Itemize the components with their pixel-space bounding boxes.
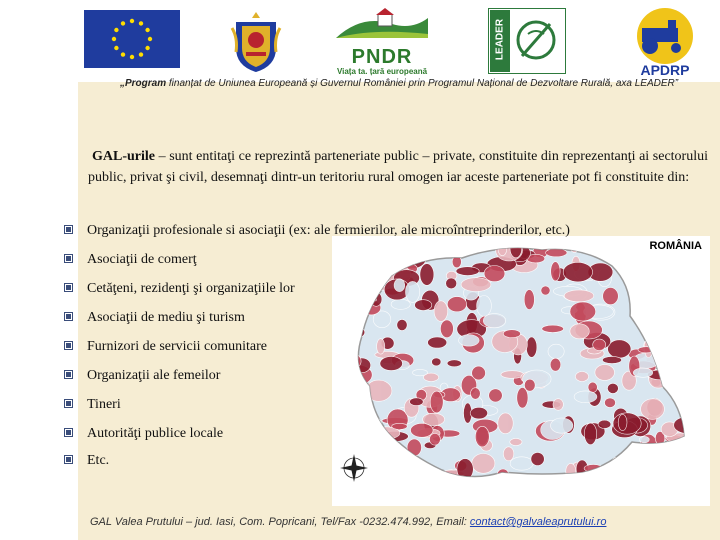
map-region [440, 320, 453, 338]
map-region [603, 288, 619, 305]
eu-flag-logo [84, 10, 180, 73]
map-region [470, 407, 487, 419]
list-item [64, 395, 121, 415]
hollow-square-bullet-icon [64, 455, 73, 464]
map-region [484, 266, 505, 282]
map-region [497, 469, 509, 482]
map-region [551, 262, 560, 281]
map-region [510, 457, 533, 470]
map-region [432, 358, 441, 366]
map-region [391, 299, 410, 309]
map-region [628, 450, 654, 468]
map-region [602, 356, 621, 363]
map-region [598, 420, 611, 428]
list-item [64, 337, 267, 357]
map-region [447, 360, 461, 367]
map-region [447, 297, 466, 312]
map-region [675, 341, 704, 356]
list-item [64, 308, 245, 328]
map-region [429, 434, 440, 446]
eu-star-icon [139, 52, 143, 56]
map-region [503, 447, 513, 461]
list-item [64, 279, 295, 299]
map-region [551, 418, 573, 433]
map-region [397, 470, 407, 489]
hollow-square-bullet-icon [64, 225, 73, 234]
intro-term: GAL-urile [92, 149, 155, 164]
map-title: ROMÂNIA [649, 240, 702, 252]
map-region [350, 247, 380, 261]
map-region [392, 423, 408, 429]
map-region [523, 476, 537, 484]
map-region [472, 366, 486, 380]
map-region [586, 245, 599, 253]
map-region [377, 339, 385, 354]
map-region [607, 383, 618, 393]
map-region [660, 360, 681, 378]
pndr-logo-text: PNDR [351, 46, 413, 68]
pndr-tagline: Viața ta. țară europeană [336, 67, 428, 76]
map-region [524, 379, 535, 391]
map-region [550, 358, 561, 371]
map-region [397, 243, 419, 250]
map-region [668, 459, 695, 477]
list-item-label: Etc. [87, 453, 110, 468]
hollow-square-bullet-icon [64, 341, 73, 350]
map-region [635, 307, 643, 318]
map-region [548, 344, 564, 359]
map-region [348, 248, 377, 258]
map-region [498, 243, 507, 256]
map-region [349, 297, 377, 303]
list-item [64, 451, 109, 471]
intro-paragraph [88, 146, 708, 188]
map-region [546, 249, 567, 257]
map-region [675, 348, 702, 363]
map-region [630, 280, 642, 298]
map-region [622, 269, 637, 276]
map-region [542, 325, 564, 332]
map-region [366, 380, 392, 401]
map-region [608, 340, 631, 358]
map-region [456, 267, 479, 276]
map-region [349, 270, 364, 284]
map-region [683, 396, 694, 413]
map-region [674, 417, 702, 434]
romania-map [332, 236, 710, 506]
map-region [434, 301, 448, 322]
map-region [582, 471, 603, 482]
romania-map-graphic [332, 236, 710, 506]
map-region [380, 357, 403, 371]
program-caption [120, 78, 680, 90]
map-region [531, 452, 544, 465]
map-region [517, 388, 528, 409]
map-region [566, 463, 576, 479]
map-region [605, 472, 627, 486]
map-region [574, 391, 597, 403]
map-region [614, 477, 625, 491]
map-region [526, 337, 537, 357]
list-item-label: Asociaţii de comerţ [87, 252, 197, 267]
map-region [358, 425, 377, 435]
map-region [639, 436, 649, 442]
map-region [609, 244, 634, 257]
eu-star-icon [121, 52, 125, 56]
map-region [645, 276, 653, 295]
map-region [605, 398, 616, 408]
eu-star-icon [114, 28, 118, 32]
map-region [652, 266, 676, 283]
map-region [503, 330, 520, 338]
map-region [382, 247, 407, 253]
list-item-label: Tineri [87, 397, 121, 412]
map-region [428, 337, 447, 348]
eu-star-icon [148, 37, 152, 41]
hollow-square-bullet-icon [64, 428, 73, 437]
intro-text: – sunt entitaţi ce reprezintă parteneriate public – private, constituite din reprezentanţi ai sectorului public, privat şi civil, desemnaţi dintr-un teritoriu rural omogen iar aceste parteneriate pot fi constituite din: [88, 149, 708, 185]
map-region [461, 278, 491, 292]
map-region [653, 348, 680, 361]
map-region [477, 296, 492, 317]
map-region [521, 476, 529, 489]
map-region [584, 423, 596, 445]
map-region [413, 369, 428, 375]
map-region [668, 317, 686, 331]
hollow-square-bullet-icon [64, 283, 73, 292]
apdrp-logo-text: APDRP [640, 62, 690, 78]
map-region [618, 414, 627, 430]
map-region [415, 300, 432, 311]
list-item [64, 424, 223, 444]
map-region [489, 389, 503, 402]
map-region [633, 368, 652, 377]
list-item-label: Cetăţeni, rezidenţi şi organizaţiile lor [87, 281, 295, 296]
map-region [638, 347, 655, 353]
map-region [420, 264, 434, 286]
map-region [595, 365, 615, 381]
map-region [345, 312, 360, 331]
program-caption-bold: „Program [120, 78, 167, 89]
map-region [564, 290, 594, 302]
map-region [524, 290, 534, 310]
map-region [374, 257, 386, 268]
map-region [367, 249, 394, 270]
eu-star-icon [112, 37, 116, 41]
hollow-square-bullet-icon [64, 370, 73, 379]
map-region [472, 454, 495, 474]
map-region [510, 438, 522, 445]
pndr-logo [332, 8, 432, 74]
map-region [570, 302, 596, 321]
map-region [459, 335, 480, 346]
hollow-square-bullet-icon [64, 254, 73, 263]
map-region [678, 391, 691, 401]
map-region [682, 300, 691, 319]
map-region [394, 279, 405, 292]
list-item [64, 250, 197, 270]
leader-logo-text: LEADER [494, 18, 506, 61]
map-region [382, 241, 394, 259]
list-item [64, 366, 220, 386]
map-region [575, 372, 588, 382]
eu-star-icon [130, 55, 134, 59]
map-region [563, 262, 592, 282]
map-region [593, 339, 606, 350]
map-region [410, 398, 424, 406]
footer-text: GAL Valea Prutului – jud. Iasi, Com. Popricani, Tel/Fax -0232.474.992, Email: [90, 516, 470, 528]
program-caption-text: finanțat de Uniunea Europeană și Guvernul României prin Programul Național de Dezvoltare Rurală, axa LEADER” [166, 78, 679, 89]
list-item [64, 221, 570, 241]
map-region [411, 423, 434, 437]
map-region [553, 399, 563, 411]
map-region [647, 324, 660, 334]
hollow-square-bullet-icon [64, 312, 73, 321]
map-region [498, 413, 513, 434]
list-item-label: Furnizori de servicii comunitare [87, 339, 267, 354]
map-region [570, 324, 589, 339]
romania-coat-of-arms-logo [226, 8, 286, 79]
apdrp-logo [618, 6, 712, 78]
list-item-label: Organizaţii profesionale si asociaţii (ex: ale fermierilor, ale microîntreprinderilor, etc.) [87, 223, 570, 238]
list-item-label: Organizaţii ale femeilor [87, 368, 221, 383]
map-region [430, 391, 443, 413]
map-region [541, 286, 550, 295]
map-region [661, 311, 688, 328]
map-region [659, 279, 671, 293]
compass-rose-icon [340, 454, 368, 482]
hollow-square-bullet-icon [64, 399, 73, 408]
map-region [663, 318, 686, 333]
map-region [483, 314, 505, 328]
eu-star-icon [139, 21, 143, 25]
eu-star-icon [145, 46, 149, 50]
map-region [406, 281, 420, 302]
map-region [670, 261, 689, 281]
map-region [665, 278, 680, 287]
leader-logo [488, 8, 566, 79]
list-item-label: Asociaţii de mediu şi turism [87, 310, 245, 325]
map-region [471, 388, 481, 400]
footer-email-link[interactable]: contact@galvaleaprutului.ro [469, 516, 607, 528]
map-region [501, 371, 524, 379]
map-region [407, 439, 421, 456]
map-region [446, 278, 457, 289]
eu-star-icon [114, 46, 118, 50]
map-region [374, 249, 391, 266]
list-item-label: Autorităţi publice locale [87, 426, 224, 441]
eu-star-icon [121, 21, 125, 25]
map-region [665, 264, 681, 271]
map-region [641, 399, 665, 420]
map-region [475, 426, 489, 447]
footer [90, 516, 606, 528]
map-region [397, 319, 407, 330]
map-region [353, 358, 371, 373]
eu-star-icon [145, 28, 149, 32]
eu-star-icon [130, 19, 134, 23]
